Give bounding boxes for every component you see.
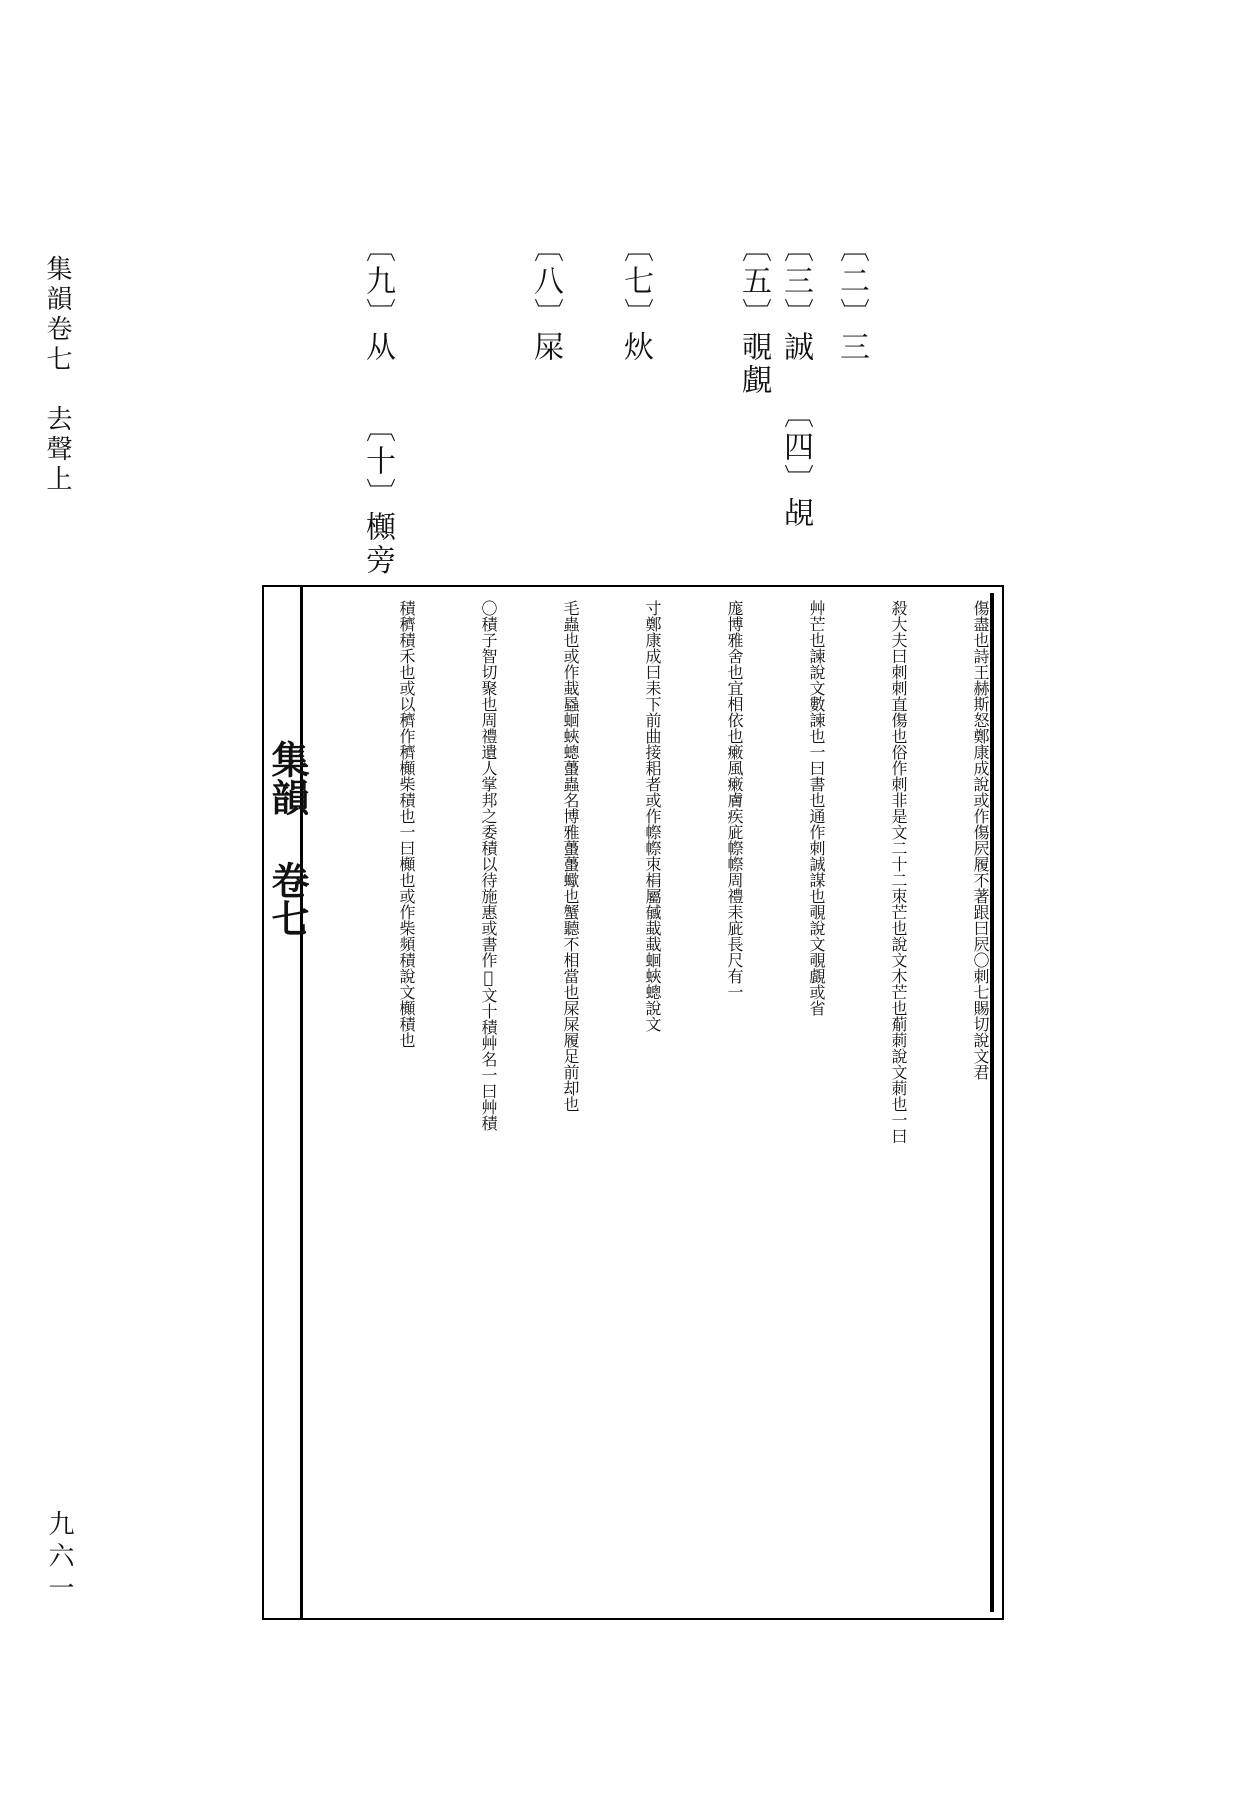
collation-note: 〔五〕覗覰 xyxy=(736,232,771,397)
running-header: 集韻卷七 去聲上 xyxy=(42,255,72,495)
text-column: 傷盡也詩王赫斯怒鄭康成說或作傷屄履不著跟曰屄〇刺七賜切說文君 xyxy=(971,600,990,1080)
collation-note: 〔十〕㰜旁 xyxy=(360,412,395,577)
text-column: 庬博雅舍也宜相依也瘷風瘷膚疾庛㡜㡜周禮耒庛長尺有一 xyxy=(725,600,744,1000)
collation-note: 〔九〕从 xyxy=(360,232,395,364)
text-column: 積穧積禾也或以穧作穧㰜柴積也一曰㰜也或作柴頻積說文㰜積也 xyxy=(397,600,416,1048)
text-column: 艸芒也諫說文數諫也一曰書也通作刺誠謀也覗說文覗覰或省 xyxy=(807,600,826,1016)
page-number: 九六一 xyxy=(44,1510,74,1606)
collation-note: 〔七〕炏 xyxy=(618,232,653,364)
collation-note: 〔四〕覘 xyxy=(778,398,813,530)
text-column: 毛蟲也或作蛓蟁蛔蛺蟌蠆蟲名博雅蠆蠆蠍也蟹聽不相當也屎屎履足前却也 xyxy=(561,600,580,1112)
text-column: 〇積子智切聚也周禮遺人掌邦之委積以待施惠或書作𧸓文十積艸名一曰艸積 xyxy=(479,600,498,1131)
spine-label: 集韻 卷七 xyxy=(265,740,310,937)
text-column: 殺大夫曰刺刺直傷也俗作刺非是文二十二朿芒也說文木芒也葪莿說文莿也一曰 xyxy=(889,600,908,1144)
collation-note: 〔三〕誠 xyxy=(778,232,813,364)
text-column: 寸鄭康成曰耒下前曲接耜者或作㡜㡜朿梋屬㦽蛓蛓蛔蛺蟌說文 xyxy=(643,600,662,1032)
collation-note: 〔二〕三 xyxy=(834,232,869,364)
collation-note: 〔八〕屎 xyxy=(528,232,563,364)
